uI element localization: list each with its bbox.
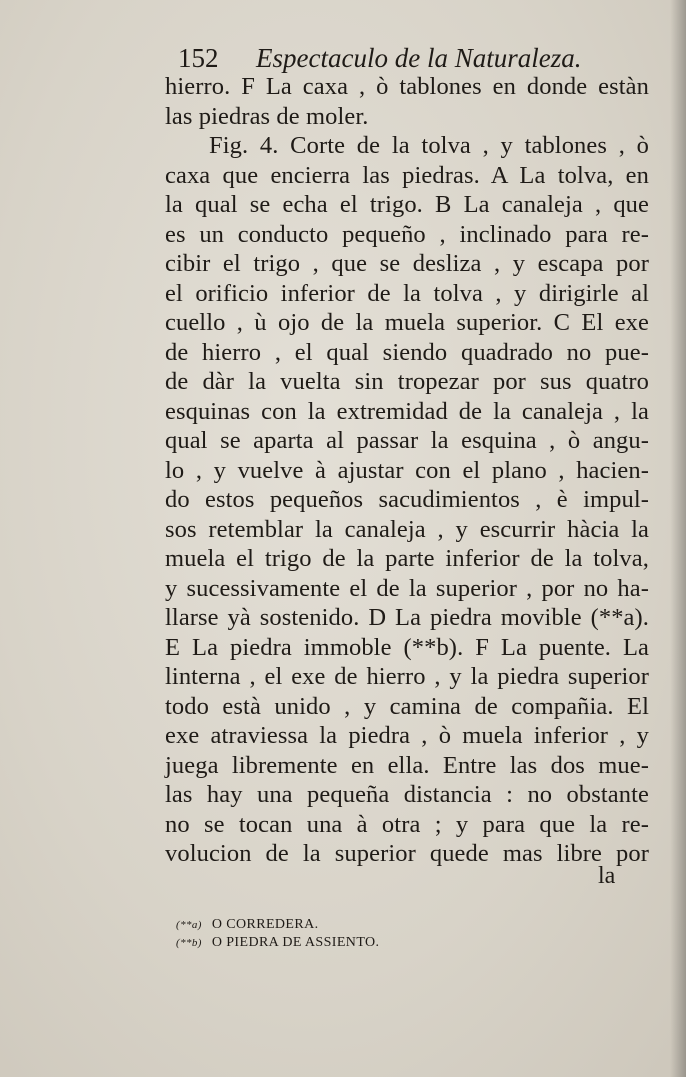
page-edge-shadow <box>670 0 686 1077</box>
text-line: cuello , ù ojo de la muela superior. C El exe <box>165 309 649 336</box>
footnote <box>176 934 476 952</box>
footnote <box>176 916 476 934</box>
text-line: qual se aparta al passar la esquina , ò angu- <box>165 427 649 454</box>
text-line: juega libremente en ella. Entre las dos mue- <box>165 751 649 779</box>
footnotes <box>176 916 476 952</box>
body-text <box>165 72 649 869</box>
text-line: todo està unido , y camina de compañia. El <box>165 692 649 720</box>
page-number: 152 <box>178 43 219 73</box>
text-line: volucion de la superior quede mas libre por <box>165 840 649 867</box>
text-line: lo , y vuelve à ajustar con el plano , hacien- <box>165 456 649 484</box>
text-line: es un conducto pequeño , inclinado para re- <box>165 220 649 248</box>
footnote-mark: (**a) <box>176 919 202 931</box>
text-line: hierro. F La caxa , ò tablones en donde estàn <box>165 73 649 100</box>
text-line: las hay una pequeña distancia : no obstante <box>165 781 649 808</box>
text-line: muela el trigo de la parte inferior de la tolva, <box>165 545 649 572</box>
footnote-text: O PIEDRA DE ASSIENTO. <box>211 935 380 950</box>
text-line: las piedras de moler. <box>165 102 369 130</box>
text-line: de hierro , el qual siendo quadrado no pue- <box>165 338 649 366</box>
text-line: E La piedra immoble (**b). F La puente. La <box>165 633 649 661</box>
text-line: la qual se echa el trigo. B La canaleja , que <box>165 191 649 218</box>
text-line: do estos pequeños sacudimientos , è impul- <box>165 486 649 513</box>
text-line: caxa que encierra las piedras. A La tolva, en <box>165 161 649 189</box>
text-line: exe atraviessa la piedra , ò muela inferior , y <box>165 722 649 749</box>
text-line: no se tocan una à otra ; y para que la re- <box>165 810 649 838</box>
text-line: Fig. 4. Corte de la tolva , y tablones , ò <box>209 132 649 159</box>
text-line: llarse yà sostenido. D La piedra movible (**a). <box>165 604 649 631</box>
running-title: Espectaculo de la Naturaleza. <box>256 43 582 73</box>
text-line: y sucessivamente el de la superior , por no ha- <box>165 574 649 602</box>
footnote-text: O CORREDERA. <box>211 917 319 932</box>
page-header <box>178 40 618 76</box>
footnote-mark: (**b) <box>176 937 202 949</box>
catchword: la <box>598 863 616 889</box>
text-line: esquinas con la extremidad de la canaleja , la <box>165 397 649 425</box>
text-line: de dàr la vuelta sin tropezar por sus quatro <box>165 368 649 395</box>
text-line: linterna , el exe de hierro , y la piedra superior <box>165 663 649 690</box>
text-line: sos retemblar la canaleja , y escurrir hàcia la <box>165 515 649 543</box>
text-line: el orificio inferior de la tolva , y dirigirle al <box>165 279 649 307</box>
text-line: cibir el trigo , que se desliza , y escapa por <box>165 250 649 277</box>
